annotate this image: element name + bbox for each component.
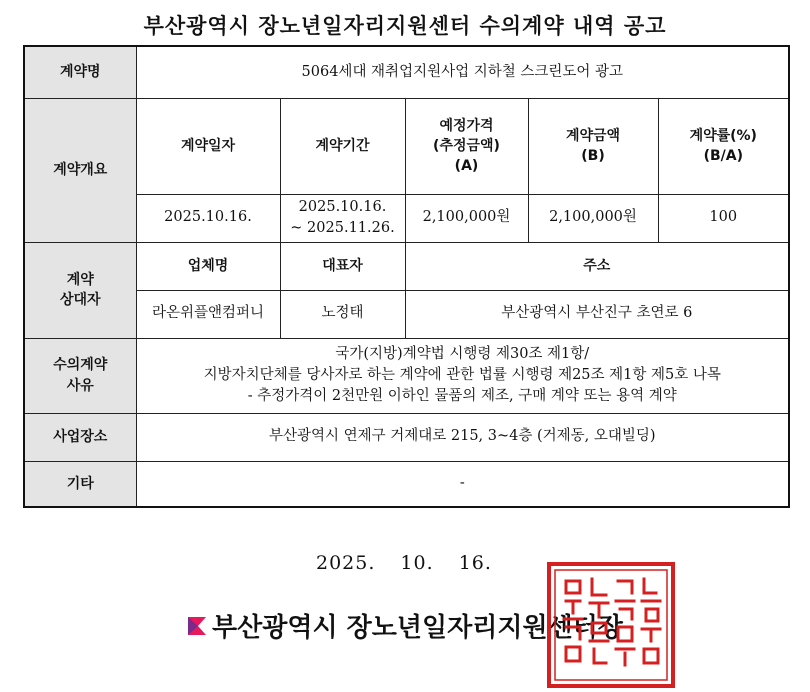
counterparty-label-line2: 상대자 xyxy=(59,292,101,308)
reason-line1: 국가(지방)계약법 시행령 제30조 제1항/ xyxy=(335,345,590,362)
site-value: 부산광역시 연제구 거제대로 215, 3~4층 (거제동, 오대빌딩) xyxy=(136,413,789,461)
company-value: 라온위플앤컴퍼니 xyxy=(136,290,280,338)
site-label: 사업장소 xyxy=(24,413,136,461)
contract-amount-value: 2,100,000원 xyxy=(528,194,658,242)
header-address: 주소 xyxy=(405,242,789,290)
reason-label-line1: 수의계약 xyxy=(53,357,108,374)
header-contract-amount xyxy=(528,98,658,194)
rate-line2: (B/A) xyxy=(703,148,743,164)
estimate-line2: (추정금액) xyxy=(433,137,500,154)
estimate-line1: 예정가격 xyxy=(439,117,494,134)
etc-label: 기타 xyxy=(24,461,136,507)
reason-value xyxy=(136,338,789,413)
address-value: 부산광역시 부산진구 초연로 6 xyxy=(405,290,789,338)
representative-value: 노정태 xyxy=(280,290,405,338)
header-estimated-price xyxy=(405,98,528,194)
amount-line2: (B) xyxy=(581,148,605,164)
notice-date: 2025. 10. 16. xyxy=(316,552,492,574)
contract-rate-value: 100 xyxy=(658,194,789,242)
header-contract-rate xyxy=(658,98,789,194)
reason-label-line2: 사유 xyxy=(66,377,94,394)
amount-line1: 계약금액 xyxy=(565,127,621,144)
contract-name-value: 5064세대 재취업지원사업 지하철 스크린도어 광고 xyxy=(136,46,789,98)
etc-value: - xyxy=(136,461,789,507)
period-start: 2025.10.16. xyxy=(298,198,387,215)
center-logo-icon xyxy=(186,615,208,637)
estimate-line3: (A) xyxy=(454,158,479,175)
counterparty-label-line1: 계약 xyxy=(66,271,94,288)
official-seal-icon xyxy=(546,561,676,689)
contract-date-value: 2025.10.16. xyxy=(136,194,280,242)
reason-line3: - 추정가격이 2천만원 이하인 물품의 제조, 구매 계약 또는 용역 계약 xyxy=(247,388,677,404)
contract-name-label: 계약명 xyxy=(24,46,136,98)
estimated-price-value: 2,100,000원 xyxy=(405,194,528,242)
signature-text: 부산광역시 장노년일자리지원센터장 xyxy=(212,613,623,643)
rate-line1: 계약률(%) xyxy=(689,127,757,144)
counterparty-label xyxy=(24,242,136,338)
period-end: ~ 2025.11.26. xyxy=(290,220,395,236)
contract-period-value xyxy=(280,194,405,242)
page-title: 부산광역시 장노년일자리지원센터 수의계약 내역 공고 xyxy=(143,14,667,38)
overview-label: 계약개요 xyxy=(24,98,136,242)
reason-label xyxy=(24,338,136,413)
reason-line2: 지방자치단체를 당사자로 하는 계약에 관한 법률 시행령 제25조 제1항 제5호 나목 xyxy=(203,366,721,383)
header-contract-date: 계약일자 xyxy=(136,98,280,194)
header-representative: 대표자 xyxy=(280,242,405,290)
contract-table xyxy=(23,45,790,508)
header-contract-period: 계약기간 xyxy=(280,98,405,194)
header-company: 업체명 xyxy=(136,242,280,290)
